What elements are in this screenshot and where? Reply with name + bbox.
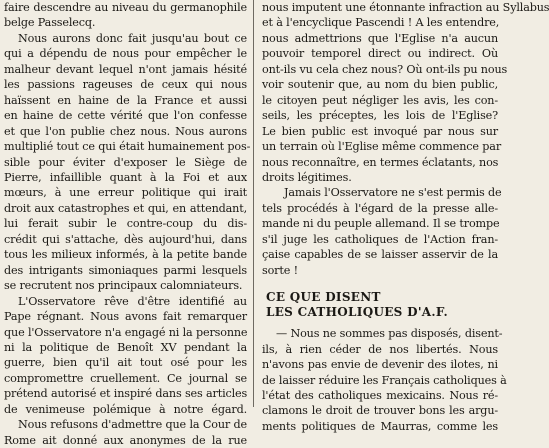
text-line: et que l'on publie chez nous. Nous aurons bbox=[4, 124, 247, 138]
text-line: se recrutent nos principaux calomniateurs. bbox=[4, 279, 243, 293]
text-line: çaise capables de se laisser asservir de la bbox=[262, 248, 498, 262]
text-line: mœurs, à une erreur politique qui irait bbox=[4, 186, 247, 200]
text-line: mande ni du peuple allemand. Il se trompe bbox=[262, 217, 500, 231]
text-line: les passions rageuses de ceux qui nous bbox=[4, 78, 247, 92]
text-line: voir soutenir que, au nom du bien public, bbox=[262, 78, 498, 92]
section-gap bbox=[262, 278, 498, 290]
section-heading-line-2: LES CATHOLIQUES D'A.F. bbox=[266, 305, 448, 320]
text-line: guerre, bien qu'il ait tout osé pour les bbox=[4, 356, 247, 370]
text-line: tous les milieux informés, à la petite bande bbox=[4, 248, 247, 262]
text-line: nous admettrions que l'Eglise n'a aucun bbox=[262, 31, 498, 45]
text-line: ni la politique de Benoît XV pendant la bbox=[4, 340, 247, 354]
text-line: — Nous ne sommes pas disposés, disent- bbox=[276, 327, 503, 341]
text-line: belge Passelecq. bbox=[4, 16, 96, 30]
text-line: prétend autorisé et inspiré dans ses articles bbox=[4, 387, 248, 401]
text-line: en haine de cette vérité que l'on confesse bbox=[4, 109, 247, 123]
text-line: pouvoir temporel direct ou indirect. Où bbox=[262, 47, 498, 61]
text-line: le citoyen peut négliger les avis, les con- bbox=[262, 93, 498, 107]
text-line: nous imputent une étonnante infraction au Syllabus bbox=[262, 1, 549, 14]
text-line: de venimeuse polémique à notre égard. bbox=[4, 402, 247, 416]
text-line: Nous refusons d'admettre que la Cour de bbox=[18, 418, 247, 432]
text-line: Nous aurons donc fait jusqu'au bout ce bbox=[18, 31, 247, 45]
text-line: clamons le droit de trouver bons les argu- bbox=[262, 404, 498, 418]
text-line: lui ferait subir le contre-coup du dis- bbox=[4, 217, 247, 231]
text-line: malheur devant lequel n'ont jamais hésité bbox=[4, 62, 247, 76]
text-line: sible pour éviter d'exposer le Siège de bbox=[4, 155, 247, 169]
text-line: ments politiques de Maurras, comme les bbox=[262, 419, 498, 433]
text-line: Jamais l'Osservatore ne s'est permis de bbox=[284, 186, 502, 200]
text-line: l'état des catholiques mexicains. Nous ré- bbox=[262, 388, 498, 402]
text-line: haïssent en haine de la France et aussi bbox=[4, 93, 247, 107]
text-line: des intrigants simoniaques parmi lesquels bbox=[4, 263, 247, 277]
text-line: droits légitimes. bbox=[262, 170, 352, 184]
text-line: un terrain où l'Eglise même commence par bbox=[262, 140, 502, 154]
left-column bbox=[4, 0, 251, 447]
text-line: Rome ait donné aux anonymes de la rue bbox=[4, 433, 247, 447]
text-line: nous reconnaître, en termes éclatants, nos bbox=[262, 155, 499, 169]
text-line: droit aux catastrophes et qui, en attendant, bbox=[4, 201, 247, 215]
text-line: multiplié tout ce qui était humainement pos- bbox=[4, 140, 251, 154]
section-heading-line-1: CE QUE DISENT bbox=[266, 290, 381, 305]
text-line: que l'Osservatore n'a engagé ni la personne bbox=[4, 325, 248, 339]
text-line: Pierre, infaillible quant à la Foi et aux bbox=[4, 170, 247, 184]
text-line: Pape régnant. Nous avons fait remarquer bbox=[4, 310, 247, 324]
right-column-top-text bbox=[262, 0, 549, 278]
text-line: Le bien public est invoqué par nous sur bbox=[262, 124, 498, 138]
text-line: L'Osservatore rêve d'être identifié au bbox=[18, 294, 247, 308]
text-line: crédit qui s'attache, dès aujourd'hui, dans bbox=[4, 232, 247, 246]
text-line: de laisser réduire les Français catholiques à bbox=[262, 373, 507, 387]
text-line: faire descendre au niveau du germanophile bbox=[4, 1, 247, 14]
text-line: compromettre cruellement. Ce journal se bbox=[4, 371, 247, 385]
text-line: qui a dépendu de nous pour empêcher le bbox=[4, 47, 247, 61]
text-line: sorte ! bbox=[262, 263, 298, 277]
right-column-bottom-text bbox=[262, 326, 507, 434]
right-column bbox=[262, 0, 549, 433]
column-divider bbox=[253, 0, 254, 407]
text-line: ils, à rien céder de nos libertés. Nous bbox=[262, 342, 498, 356]
text-line: n'avons pas envie de devenir des ilotes, ni bbox=[262, 358, 498, 372]
text-line: tels procédés à l'égard de la presse alle- bbox=[262, 201, 498, 215]
text-line: s'il juge les catholiques de l'Action fran- bbox=[262, 232, 498, 246]
text-line: ont-ils vu cela chez nous? Où ont-ils pu nous bbox=[262, 62, 508, 76]
text-line: et à l'encyclique Pascendi ! A les entendre, bbox=[262, 16, 500, 30]
text-line: seils, les préceptes, les lois de l'Eglise? bbox=[262, 109, 498, 123]
